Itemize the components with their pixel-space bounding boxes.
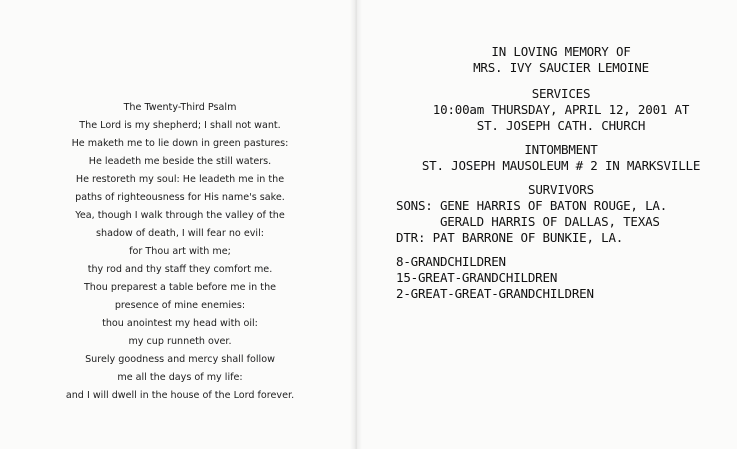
entombment-title: INTOMBMENT — [524, 142, 598, 157]
services-location: ST. JOSEPH CATH. CHURCH — [476, 118, 646, 133]
sons-line: SONS: GENE HARRIS OF BATON ROUGE, LA. — [396, 198, 668, 213]
psalm-line: for Thou art with me; — [129, 246, 231, 257]
memorial-panel — [396, 44, 726, 302]
psalm-line: The Lord is my shepherd; I shall not want. — [79, 120, 281, 131]
psalm-line: Yea, though I walk through the valley of the — [75, 210, 285, 221]
services-title: SERVICES — [531, 86, 591, 101]
psalm-line: He restoreth my soul: He leadeth me in the — [75, 174, 285, 185]
psalm-line: Thou preparest a table before me in the — [83, 282, 277, 293]
daughter-line: DTR: PAT BARRONE OF BUNKIE, LA. — [396, 230, 624, 245]
psalm-line: He leadeth me beside the still waters. — [88, 156, 272, 167]
sons-line: GERALD HARRIS OF DALLAS, TEXAS — [396, 214, 660, 229]
grandchildren-count: 8-GRANDCHILDREN — [396, 254, 506, 269]
psalm-line: my cup runneth over. — [128, 336, 232, 347]
psalm-line: me all the days of my life: — [117, 372, 243, 383]
survivors-title: SURVIVORS — [528, 182, 594, 197]
psalm-panel — [20, 99, 340, 405]
psalm-line: shadow of death, I will fear no evil: — [96, 228, 264, 239]
psalm-title: The Twenty-Third Psalm — [123, 102, 237, 113]
deceased-name: MRS. IVY SAUCIER LEMOINE — [473, 60, 649, 75]
memorial-heading: IN LOVING MEMORY OF — [491, 44, 631, 59]
center-fold-shadow — [350, 0, 362, 449]
services-datetime: 10:00am THURSDAY, APRIL 12, 2001 AT — [432, 102, 690, 117]
psalm-line: thou anointest my head with oil: — [102, 318, 258, 329]
psalm-line: Surely goodness and mercy shall follow — [85, 354, 275, 365]
great-great-grandchildren-count: 2-GREAT-GREAT-GRANDCHILDREN — [396, 286, 594, 301]
psalm-line: paths of righteousness for His name's sake. — [75, 192, 285, 203]
psalm-line: and I will dwell in the house of the Lord forever. — [65, 390, 295, 401]
psalm-line: He maketh me to lie down in green pastures: — [71, 138, 289, 149]
psalm-line: presence of mine enemies: — [114, 300, 246, 311]
entombment-location: ST. JOSEPH MAUSOLEUM # 2 IN MARKSVILLE — [421, 158, 701, 173]
psalm-line: thy rod and thy staff they comfort me. — [87, 264, 273, 275]
great-grandchildren-count: 15-GREAT-GRANDCHILDREN — [396, 270, 558, 285]
